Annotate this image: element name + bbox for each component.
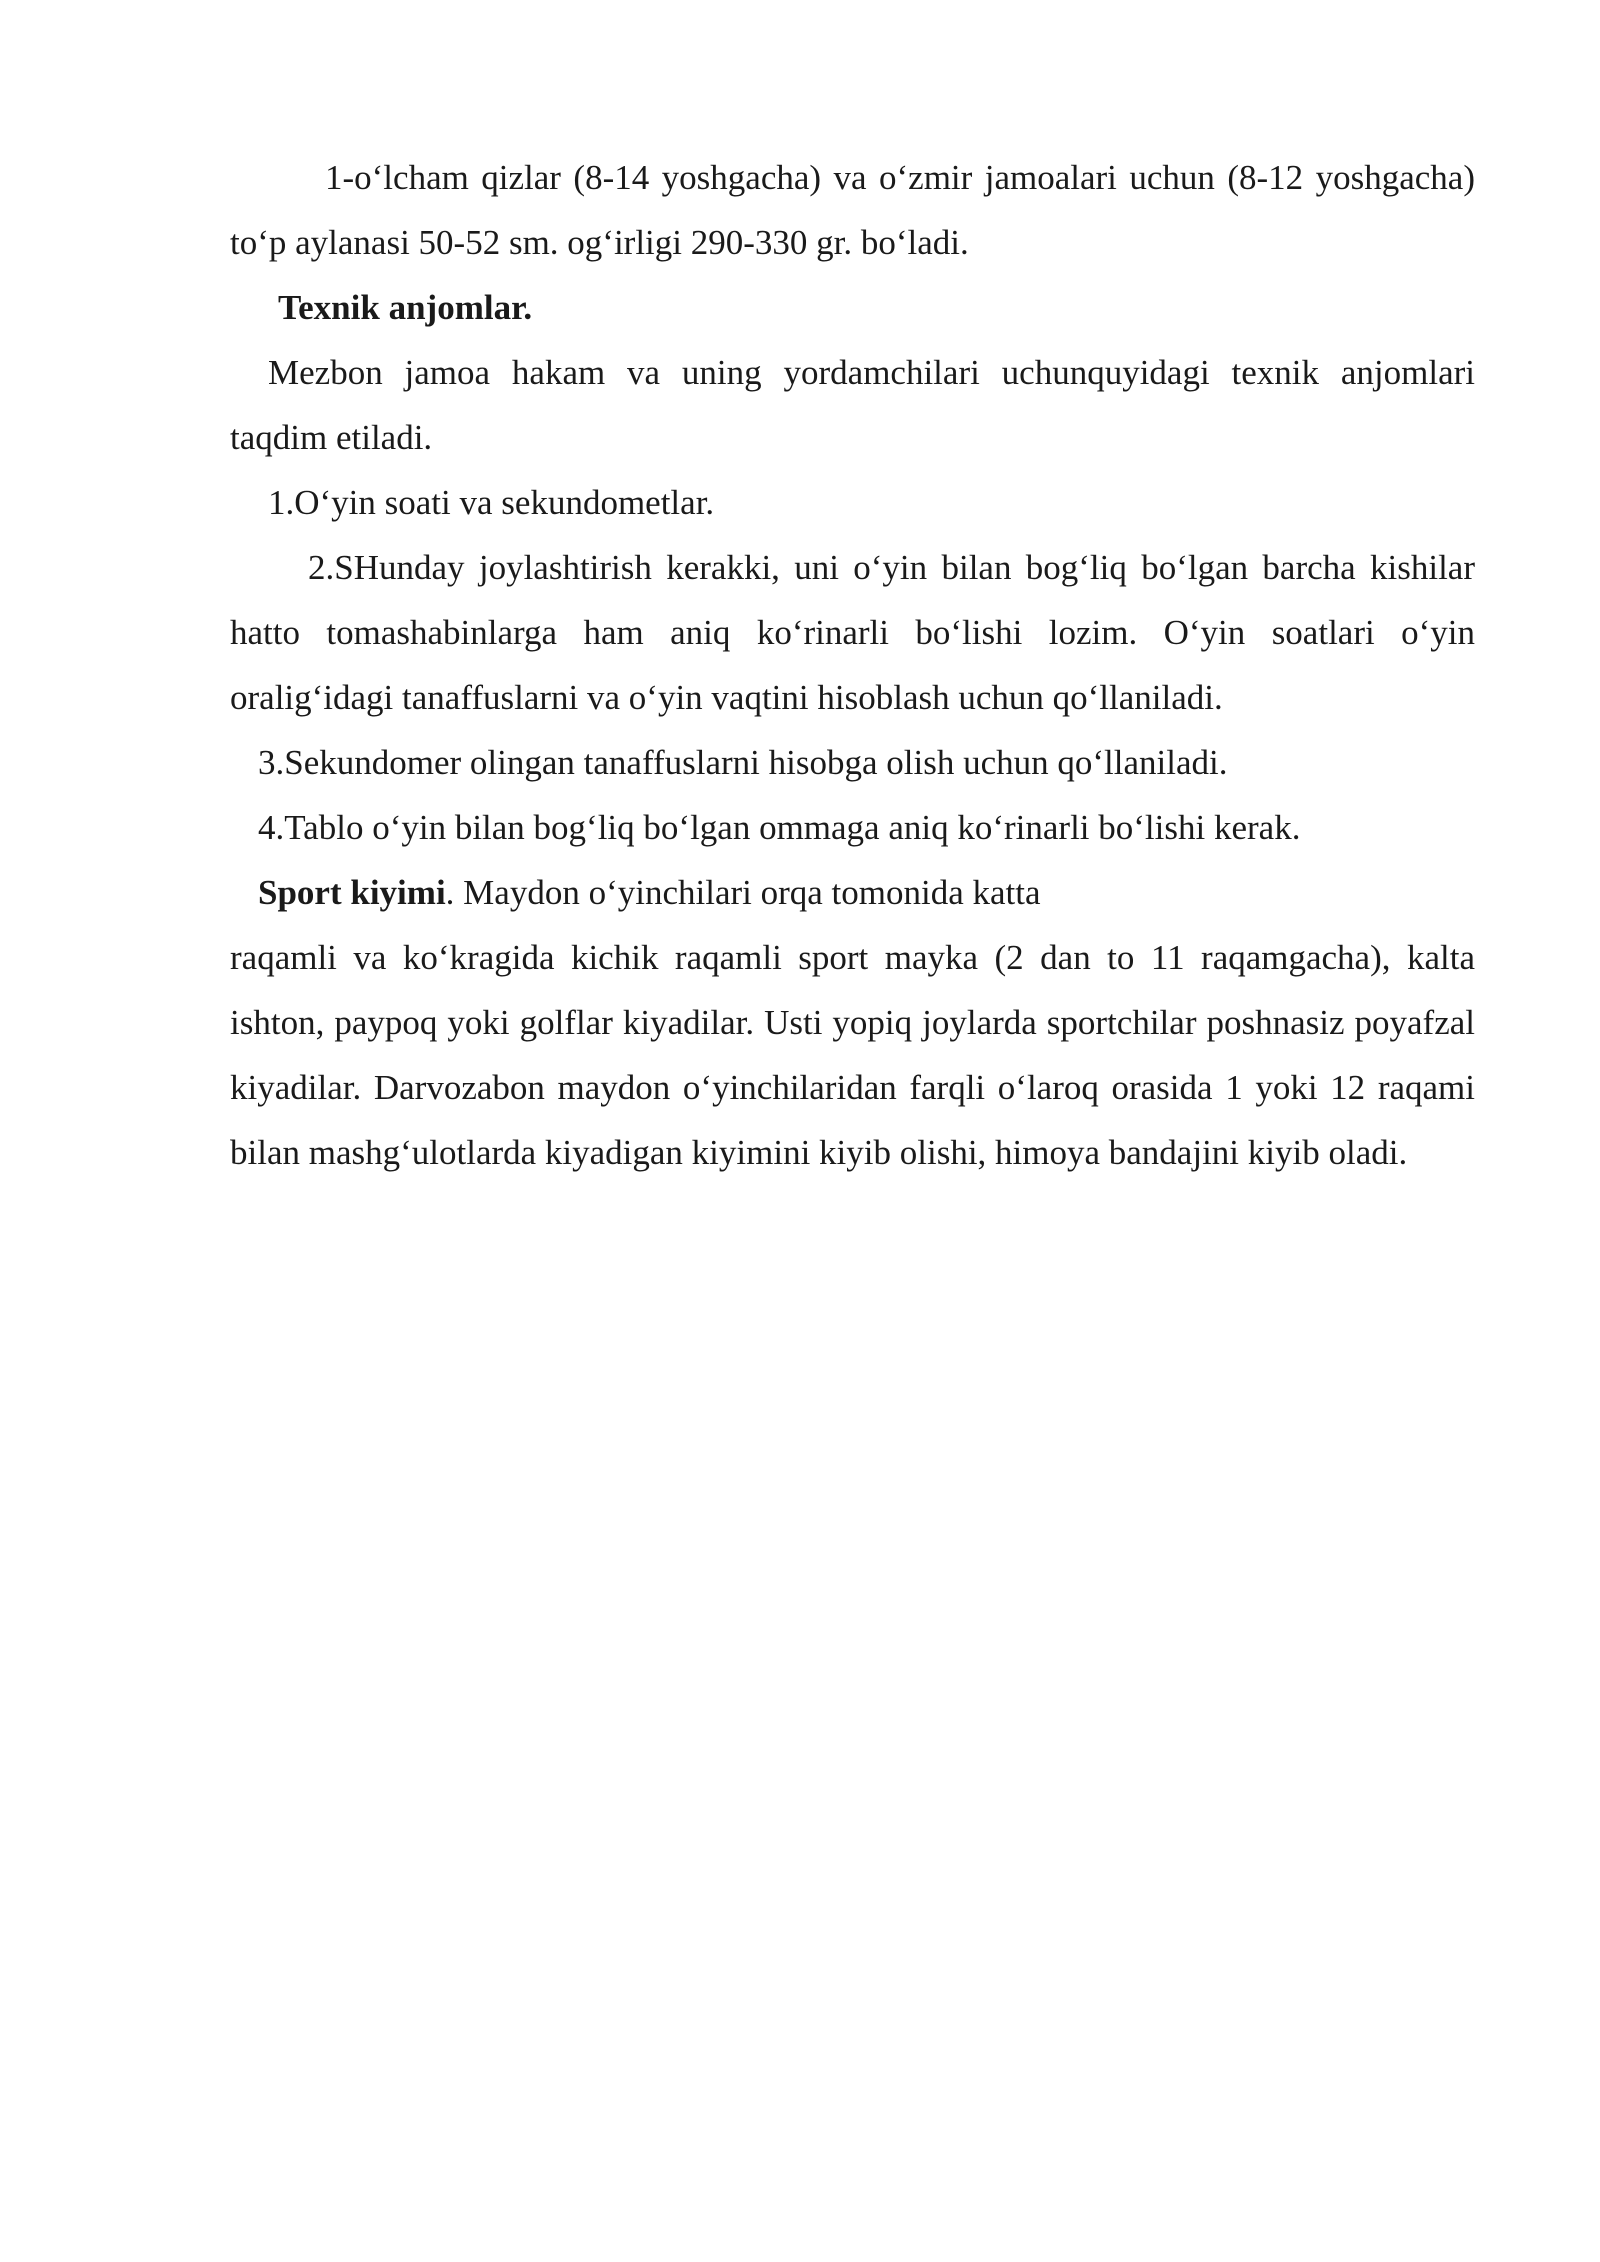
paragraph-sport-clothing-details: raqamli va ko‘kragida kichik raqamli sport mayka (2 dan to 11 raqamgacha), kalta ishton, paypoq yoki golflar kiyadilar. Usti yopiq joylarda sportchilar poshnasiz poyafzal kiyadilar. Darvozabon maydon o‘yinchilaridan farqli o‘laroq orasida 1 yoki 12 raqami bilan mashg‘ulotlarda kiyadigan kiyimini kiyib olishi, himoya bandajini kiyib oladi. <box>230 938 1475 1172</box>
list-item-2: 2.SHunday joylashtirish kerakki, uni o‘yin bilan bog‘liq bo‘lgan barcha kishilar hatto tomashabinlarga ham aniq ko‘rinarli bo‘lishi lozim. O‘yin soatlari o‘yin oralig‘idagi tanaffuslarni va o‘yin vaqtini hisoblash uchun qo‘llaniladi. <box>230 548 1475 717</box>
document-body <box>230 145 1475 1185</box>
paragraph-sport-clothing-intro <box>230 860 1475 925</box>
sport-clothing-title: Sport kiyimi <box>258 873 446 912</box>
sport-clothing-first-line: . Maydon o‘yinchilari orqa tomonida katta <box>445 873 1041 912</box>
section-heading-technical-equipment: Texnik anjomlar. <box>278 288 533 327</box>
list-item-1: 1.O‘yin soati va sekundometlar. <box>268 483 715 522</box>
paragraph-host-team: Mezbon jamoa hakam va uning yordamchilari uchunquyidagi texnik anjomlari taqdim etiladi. <box>230 353 1475 457</box>
list-item-4: 4.Tablo o‘yin bilan bog‘liq bo‘lgan ommaga aniq ko‘rinarli bo‘lishi kerak. <box>258 808 1301 847</box>
list-item-3: 3.Sekundomer olingan tanaffuslarni hisobga olish uchun qo‘llaniladi. <box>258 743 1228 782</box>
paragraph-ball-size: 1-o‘lcham qizlar (8-14 yoshgacha) va o‘zmir jamoalari uchun (8-12 yoshgacha) to‘p aylanasi 50-52 sm. og‘irligi 290-330 gr. bo‘ladi. <box>230 158 1475 262</box>
